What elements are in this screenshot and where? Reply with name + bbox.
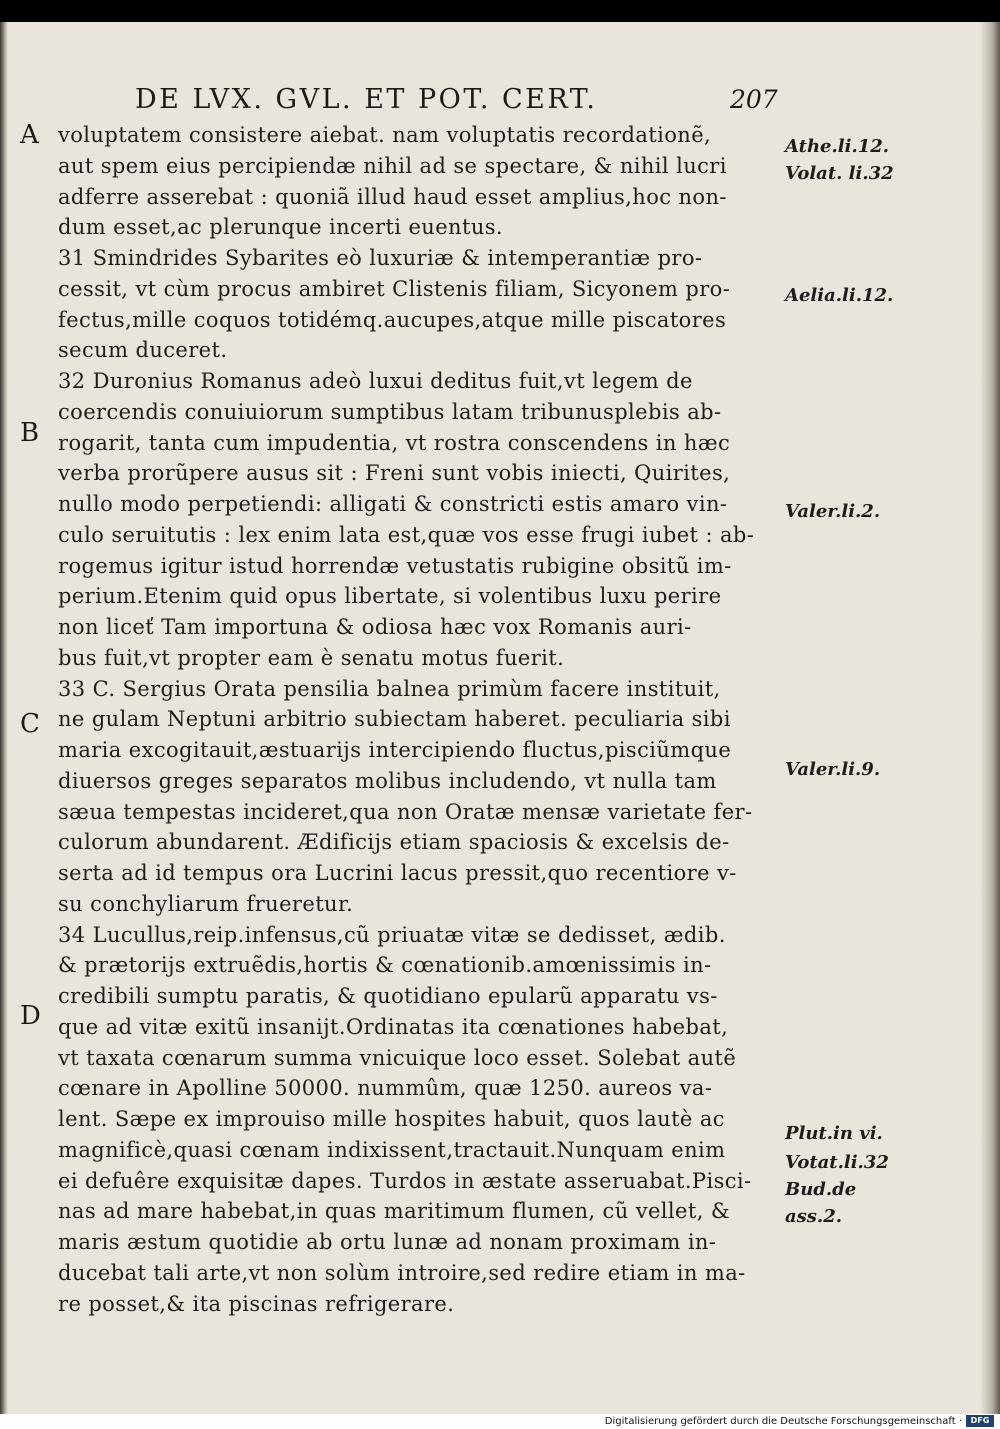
text-line: bus fuit,vt propter eam è senatu motus fuerit. <box>58 645 565 670</box>
text-line: que ad vitæ exitũ insanijt.Ordinatas ita cœnationes habebat, <box>58 1014 729 1039</box>
text-line: 33 C. Sergius Orata pensilia balnea primùm facere instituit, <box>58 676 721 701</box>
text-line: culo seruitutis : lex enim lata est,quæ vos esse frugi iubet : ab- <box>58 522 755 547</box>
section-letter-a: A <box>20 120 39 150</box>
page-header <box>135 80 778 120</box>
text-line: rogarit, tanta cum impudentia, vt rostra conscendens in hæc <box>58 430 731 455</box>
margin-note: Plut.in vi. <box>785 1123 883 1144</box>
body-text <box>58 120 778 1319</box>
section-letter-b: B <box>20 418 40 448</box>
margin-note: Aelia.li.12. <box>785 285 894 306</box>
margin-note: Volat. li.32 <box>785 163 894 184</box>
page-number: 207 <box>730 85 778 114</box>
text-line: aut spem eius percipiendæ nihil ad se spectare, & nihil lucri <box>58 153 727 178</box>
text-line: fectus,mille coquos totidémq.aucupes,atque mille piscatores <box>58 307 727 332</box>
text-line: 31 Smindrides Sybarites eò luxuriæ & intemperantiæ pro- <box>58 246 703 270</box>
text-line: su conchyliarum frueretur. <box>58 891 354 916</box>
text-line: perium.Etenim quid opus libertate, si volentibus luxu perire <box>58 584 722 609</box>
running-head: DE LVX. GVL. ET POT. CERT. <box>135 84 598 115</box>
text-line: cœnare in Apolline 50000. nummûm, quæ 1250. aureos va- <box>58 1076 713 1101</box>
digitization-footer <box>0 1414 1000 1429</box>
text-line: magnificè,quasi cœnam indixissent,tractauit.Nunquam enim <box>58 1137 726 1162</box>
text-line: nas ad mare habebat,in quas maritimum flumen, cũ vellet, & <box>58 1199 730 1224</box>
text-line: re posset,& ita piscinas refrigerare. <box>58 1291 455 1316</box>
text-line: vt taxata cœnarum summa vnicuique loco esset. Solebat autẽ <box>58 1045 737 1070</box>
text-line: serta ad id tempus ora Lucrini lacus pressit,quo recentiore v- <box>58 861 737 885</box>
text-line: credibili sumptu paratis, & quotidiano epularũ apparatu vs- <box>58 984 718 1008</box>
text-line: verba prorũpere ausus sit : Freni sunt vobis iniecti, Quirites, <box>58 461 731 486</box>
margin-note: Votat.li.32 <box>785 1152 889 1173</box>
text-line: lent. Sæpe ex improuiso mille hospites habuit, quos lautè ac <box>58 1107 725 1131</box>
text-line: maris æstum quotidie ab ortu lunæ ad nonam proximam in- <box>58 1230 717 1254</box>
footer-credit: Digitalisierung gefördert durch die Deutsche Forschungsgemeinschaft · <box>604 1416 962 1427</box>
margin-note: Athe.li.12. <box>785 136 890 157</box>
text-line: 34 Lucullus,reip.infensus,cũ priuatæ vitæ se dedisset, ædib. <box>58 922 726 947</box>
margin-note: Bud.de <box>785 1179 857 1200</box>
text-line: rogemus igitur istud horrendæ vetustatis rubigine obsitũ im- <box>58 553 732 578</box>
text-line: sæua tempestas incideret,qua non Oratæ mensæ varietate fer- <box>58 799 753 824</box>
text-line: secum duceret. <box>58 338 228 363</box>
text-line: ducebat tali arte,vt non solùm introire,sed redire etiam in ma- <box>58 1260 746 1285</box>
text-line: ne gulam Neptuni arbitrio subiectam haberet. peculiaria sibi <box>58 707 731 732</box>
text-line: coercendis conuiuiorum sumptibus latam tribunusplebis ab- <box>58 399 722 424</box>
text-line: cessit, vt cùm procus ambiret Clistenis filiam, Sicyonem pro- <box>58 276 731 301</box>
text-line: ei defuêre exquisitæ dapes. Turdos in æstate asseruabat.Pisci- <box>58 1168 752 1193</box>
text-line: & prætorijs extruẽdis,hortis & cœnationib.amœnissimis in- <box>58 953 712 978</box>
margin-note: ass.2. <box>785 1206 842 1227</box>
text-line: voluptatem consistere aiebat. nam voluptatis recordationẽ, <box>58 123 712 147</box>
book-page <box>0 22 1000 1414</box>
dfg-logo: DFG <box>966 1415 994 1427</box>
text-line: non liceť Tam importuna & odiosa hæc vox Romanis auri- <box>58 615 692 639</box>
text-line: culorum abundarent. Ædificijs etiam spaciosis & excelsis de- <box>58 830 730 855</box>
margin-note: Valer.li.9. <box>785 759 881 780</box>
text-line: diuersos greges separatos molibus includendo, vt nulla tam <box>58 768 717 793</box>
text-line: dum esset,ac plerunque incerti euentus. <box>58 215 504 240</box>
section-letter-d: D <box>20 1001 41 1031</box>
text-line: 32 Duronius Romanus adeò luxui deditus fuit,vt legem de <box>58 369 693 393</box>
text-line: nullo modo perpetiendi: alligati & constricti estis amaro vin- <box>58 492 728 516</box>
text-line: maria excogitauit,æstuarijs intercipiendo fluctus,pisciũmque <box>58 738 732 762</box>
text-line: adferre asserebat : quoniã illud haud esset amplius,hoc non- <box>58 184 727 209</box>
margin-note: Valer.li.2. <box>785 501 881 522</box>
section-letter-c: C <box>20 709 40 739</box>
